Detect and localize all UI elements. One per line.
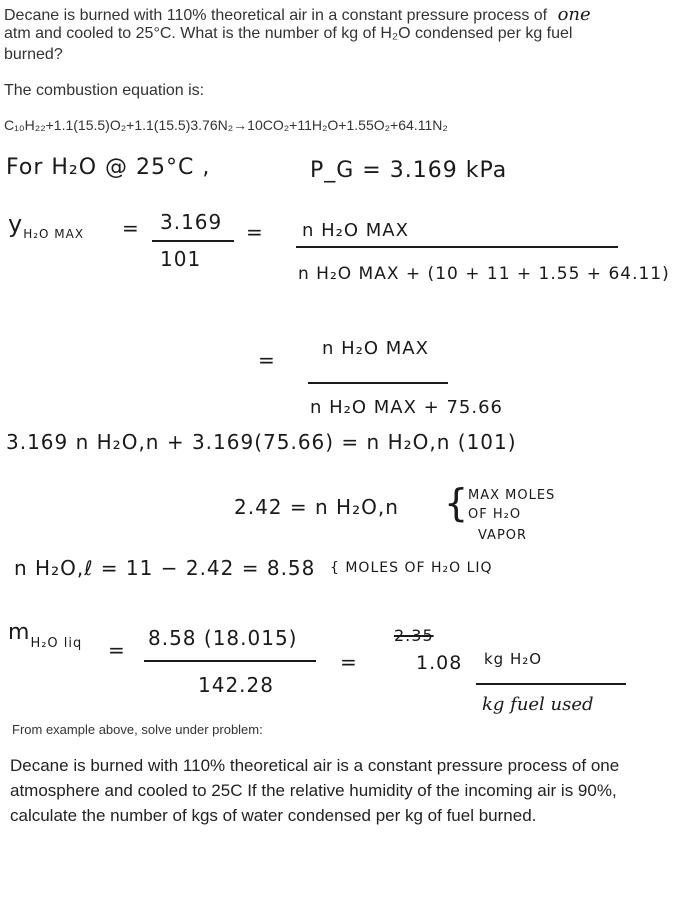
fraction-4-bar xyxy=(144,660,316,662)
fraction-1-numerator: 3.169 xyxy=(160,210,223,234)
mole-fraction-symbol: y xyxy=(8,210,24,238)
bottom-problem-line-1: Decane is burned with 110% theoretical air is a constant pressure process of one xyxy=(10,756,620,775)
expanded-equation: 3.169 n H₂O,n + 3.169(75.66) = n H₂O,n (101) xyxy=(6,430,517,454)
fraction-1-bar xyxy=(152,240,234,242)
mass-subscript: H₂O liq xyxy=(30,636,83,651)
note-1-line-1: MAX MOLES xyxy=(468,488,556,503)
equals-4: = xyxy=(108,638,126,662)
fraction-2-numerator: n H₂O MAX xyxy=(302,220,409,241)
bottom-problem-line-3: calculate the number of kgs of water condensed per kg of fuel burned. xyxy=(10,806,537,825)
bottom-problem-line-2: atmosphere and cooled to 25C If the relative humidity of the incoming air is 90%, xyxy=(10,781,617,800)
problem-handwritten-one: one xyxy=(557,4,591,25)
fraction-4-denominator: 142.28 xyxy=(198,673,274,697)
h2o-at-25c-line: For H₂O @ 25°C , xyxy=(6,155,211,180)
note-1-line-3: VAPOR xyxy=(478,528,528,543)
brace-1: { xyxy=(444,481,470,525)
crossed-out-text: 2.35 xyxy=(394,626,434,645)
mass-symbol: m xyxy=(8,620,31,645)
combustion-label: The combustion equation is: xyxy=(4,82,205,99)
answer-value: 1.08 xyxy=(416,652,463,674)
problem-line-1-text: Decane is burned with 110% theoretical air in a constant pressure process of xyxy=(4,7,548,24)
answer-unit-denominator: kg fuel used xyxy=(482,694,594,715)
note-1-line-2: OF H₂O xyxy=(468,507,522,522)
fraction-3-numerator: n H₂O MAX xyxy=(322,338,429,359)
crossed-out-value xyxy=(394,626,434,645)
problem-line-3: burned? xyxy=(4,46,63,63)
fraction-1-denominator: 101 xyxy=(160,247,202,271)
fraction-2-denominator: n H₂O MAX + (10 + 11 + 1.55 + 64.11) xyxy=(298,264,670,284)
problem-line-1 xyxy=(4,4,591,25)
equals-2: = xyxy=(246,220,264,244)
fraction-2-bar xyxy=(296,246,618,248)
answer-unit-numerator: kg H₂O xyxy=(484,650,543,668)
liquid-moles-line: n H₂O,ℓ = 11 − 2.42 = 8.58 xyxy=(14,556,316,580)
saturation-pressure: P_G = 3.169 kPa xyxy=(310,158,508,183)
equals-1: = xyxy=(122,216,140,240)
equals-5: = xyxy=(340,650,358,674)
fraction-4-numerator: 8.58 (18.015) xyxy=(148,626,298,650)
mole-fraction-subscript: H₂O MAX xyxy=(23,227,85,241)
answer-unit-bar xyxy=(476,683,626,685)
fraction-3-denominator: n H₂O MAX + 75.66 xyxy=(310,397,504,418)
mass-label xyxy=(8,620,82,651)
combustion-equation: C₁₀H₂₂+1.1(15.5)O₂+1.1(15.5)3.76N₂→10CO₂+11H₂O+1.55O₂+64.11N₂ xyxy=(4,117,448,133)
equals-3: = xyxy=(258,348,276,372)
fraction-3-bar xyxy=(308,382,448,384)
vapor-moles-result: 2.42 = n H₂O,n xyxy=(234,495,399,519)
instruction-text: From example above, solve under problem: xyxy=(12,722,263,737)
problem-line-2: atm and cooled to 25°C. What is the number of kg of H₂O condensed per kg fuel xyxy=(4,25,573,42)
note-2: { MOLES OF H₂O LIQ xyxy=(330,560,493,576)
mole-fraction-label xyxy=(8,210,84,241)
